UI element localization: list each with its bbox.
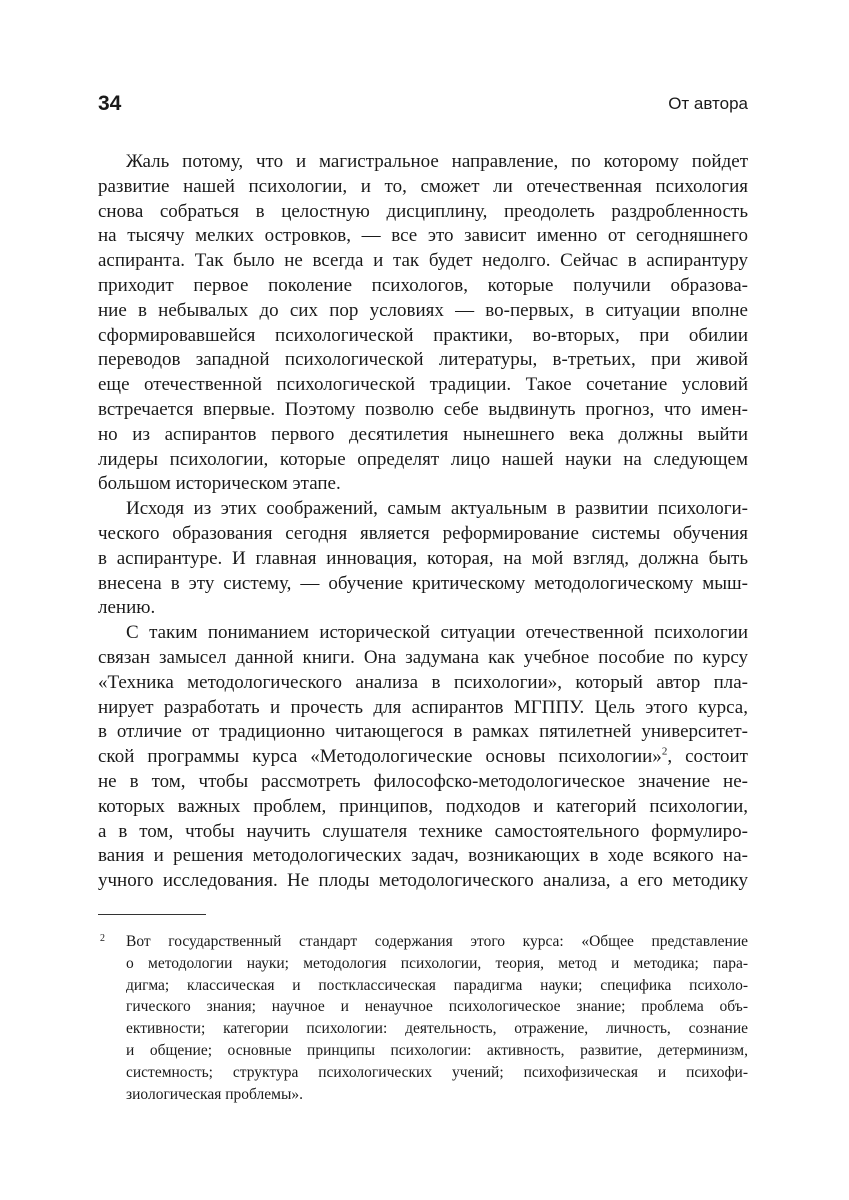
text-line: внесена в эту систему, — обучение критическому методологическому мыш-	[98, 572, 748, 594]
text-line: лидеры психологии, которые определят лицо нашей науки на следующем	[98, 448, 748, 470]
running-title: От автора	[668, 94, 748, 113]
footnote	[98, 931, 748, 1105]
text-line: ской программы курса «Методологические основы психологии»$^2$, состоит	[98, 745, 748, 768]
text-line: ние в небывалых до сих пор условиях — во-первых, в ситуации вполне	[98, 299, 748, 321]
text-line: встречается впервые. Поэтому позволю себе выдвинуть прогноз, что имен-	[98, 398, 748, 420]
text-line: нирует разработать и прочесть для аспирантов МГППУ. Цель этого курса,	[98, 696, 748, 718]
text-line: вания и решения методологических задач, возникающих в ходе всякого на-	[98, 845, 748, 867]
text-line: Исходя из этих соображений, самым актуальным в развитии психологи-	[126, 498, 748, 520]
footnote-line: зиологическая проблемы».	[126, 1085, 303, 1103]
text-line: переводов западной психологической литературы, в-третьих, при живой	[98, 349, 748, 371]
footnote-line: гического знания; научное и ненаучное психологическое знание; проблема объ-	[126, 998, 748, 1016]
text-line: в аспирантуре. И главная инновация, которая, на мой взгляд, должна быть	[98, 547, 748, 569]
footnote-line: системность; структура психологических учений; психофизическая и психофи-	[126, 1063, 748, 1081]
text-line: аспиранта. Так было не всегда и так будет недолго. Сейчас в аспирантуру	[98, 250, 748, 272]
text-line: развитие нашей психологии, и то, сможет ли отечественная психология	[98, 175, 748, 197]
text-line: но из аспирантов первого десятилетия нынешнего века должны выйти	[98, 423, 748, 445]
body-text	[98, 150, 748, 894]
text-line: ческого образования сегодня является реформирование системы обучения	[98, 522, 748, 544]
text-line: которых важных проблем, принципов, подходов и категорий психологии,	[98, 795, 748, 817]
text-line: на тысячу мелких островков, — все это зависит именно от сегодняшнего	[98, 225, 748, 247]
text-line: большом историческом этапе.	[98, 473, 341, 495]
footnote-divider	[98, 914, 206, 915]
footnote-line: 2 Вот государственный стандарт содержания этого курса: «Общее представление	[98, 931, 748, 953]
footnote-line: и общение; основные принципы психологии: активность, развитие, детерминизм,	[126, 1041, 748, 1059]
text-line: лению.	[98, 597, 156, 619]
text-line: в отличие от традиционно читающегося в рамках пятилетней университет-	[98, 721, 748, 743]
page-header	[98, 92, 748, 118]
page-number: 34	[98, 92, 122, 115]
text-line: сформировавшейся психологической практики, во-вторых, при обилии	[98, 324, 748, 346]
text-line: а в том, чтобы научить слушателя технике самостоятельного формулиро-	[98, 820, 748, 842]
footnote-line: ективности; категории психологии: деятельность, отражение, личность, сознание	[126, 1020, 748, 1038]
text-line: не в том, чтобы рассмотреть философско-методологическое значение не-	[98, 770, 748, 792]
footnote-line: дигма; классическая и постклассическая парадигма науки; специфика психоло-	[126, 976, 748, 994]
text-line: приходит первое поколение психологов, которые получили образова-	[98, 274, 748, 296]
text-line: учного исследования. Не плоды методологического анализа, а его методику	[98, 870, 748, 892]
text-line: связан замысел данной книги. Она задумана как учебное пособие по курсу	[98, 646, 748, 668]
footnote-mark: 2	[100, 933, 105, 944]
text-line: С таким пониманием исторической ситуации отечественной психологии	[126, 622, 748, 644]
text-line: Жаль потому, что и магистральное направление, по которому пойдет	[126, 151, 748, 172]
text-line: «Техника методологического анализа в психологии», который автор пла-	[98, 671, 748, 693]
text-line: еще отечественной психологической традиции. Такое сочетание условий	[98, 374, 748, 396]
footnote-line: о методологии науки; методология психологии, теория, метод и методика; пара-	[126, 954, 748, 972]
footnote-reference[interactable]: 2	[661, 745, 668, 758]
text-line: снова собраться в целостную дисциплину, преодолеть раздробленность	[98, 200, 748, 222]
